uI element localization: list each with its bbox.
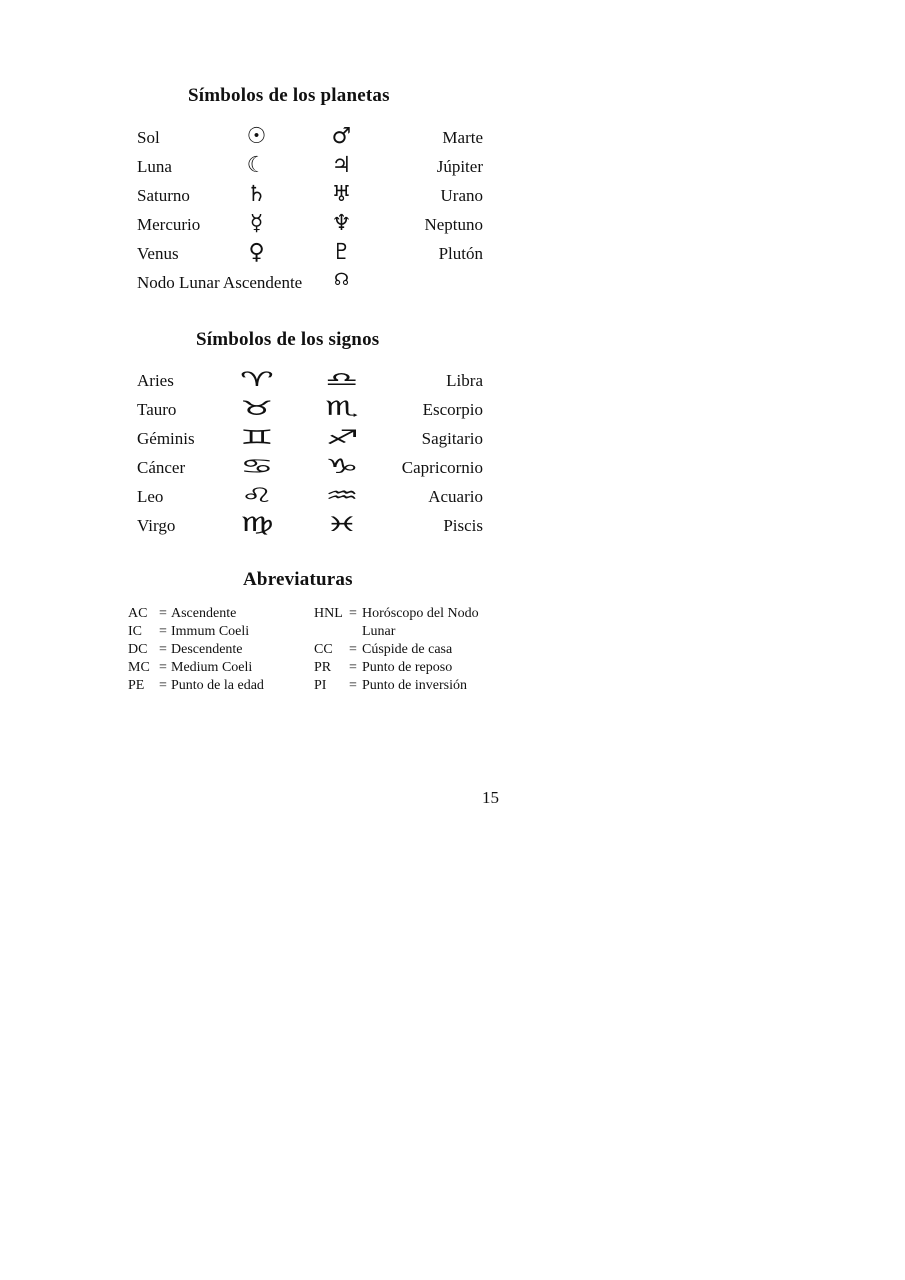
sagittarius-icon: ♐ <box>324 425 359 449</box>
equals-sign: = <box>349 660 357 675</box>
equals-sign: = <box>159 642 167 657</box>
sign-row <box>137 454 483 487</box>
aries-icon: ♈ <box>239 367 274 391</box>
planet-name: Urano <box>440 186 483 205</box>
abbreviation-value: Punto de inversión <box>362 678 467 693</box>
sign-name: Sagitario <box>421 429 483 448</box>
planet-row <box>137 211 483 244</box>
sign-name: Piscis <box>443 516 483 535</box>
planet-name: Sol <box>137 128 160 147</box>
signs-table <box>137 367 483 545</box>
planet-name: Mercurio <box>137 215 201 234</box>
leo-icon: ♌ <box>239 483 274 507</box>
planet-name: Neptuno <box>424 215 483 234</box>
abbreviation-key: CC <box>314 642 333 657</box>
abbreviations-heading: Abreviaturas <box>243 569 353 590</box>
mercury-icon: ☿ <box>249 211 264 236</box>
abbreviation-key: PR <box>314 660 332 675</box>
abbreviation-key: PE <box>128 678 145 693</box>
sign-name: Acuario <box>428 487 483 506</box>
abbreviation-value: Ascendente <box>171 606 237 621</box>
equals-sign: = <box>159 606 167 621</box>
node-label: Nodo Lunar Ascendente <box>137 273 303 292</box>
sign-name: Capricornio <box>401 458 483 477</box>
sign-name: Libra <box>446 371 483 390</box>
sign-name: Cáncer <box>137 458 186 477</box>
planet-name: Venus <box>137 244 179 263</box>
sign-name: Virgo <box>137 516 176 535</box>
equals-sign: = <box>349 642 357 657</box>
pisces-icon: ♓ <box>324 512 359 536</box>
abbreviation-value: Medium Coeli <box>171 660 253 675</box>
saturn-icon: ♄ <box>246 182 267 207</box>
sign-row <box>137 425 483 458</box>
abbreviation-item <box>314 677 514 695</box>
page-number: 15 <box>482 788 499 807</box>
signs-heading: Símbolos de los signos <box>196 329 380 350</box>
abbreviation-item <box>128 677 308 695</box>
abbreviation-key: AC <box>128 606 148 621</box>
abbreviation-value: Punto de la edad <box>171 678 264 693</box>
abbreviation-value: Descendente <box>171 642 243 657</box>
virgo-icon: ♍ <box>239 512 274 536</box>
abbreviation-value: Lunar <box>362 624 396 639</box>
equals-sign: = <box>349 606 357 621</box>
ascending-node-icon: ☊ <box>334 270 350 290</box>
planet-name: Plutón <box>438 244 483 263</box>
abbreviation-item <box>128 641 308 659</box>
sign-row <box>137 367 483 400</box>
abbreviations-right <box>314 605 514 695</box>
abbreviation-key: MC <box>128 660 150 675</box>
mars-icon: ♂ <box>331 124 352 149</box>
cancer-icon: ♋ <box>239 454 274 478</box>
equals-sign: = <box>159 660 167 675</box>
node-row <box>137 270 483 302</box>
abbreviation-value: Punto de reposo <box>362 660 453 675</box>
abbreviations-left <box>128 605 308 695</box>
abbreviation-value: Cúspide de casa <box>362 642 453 657</box>
abbreviation-value: Immum Coeli <box>171 624 250 639</box>
sign-name: Escorpio <box>422 400 483 419</box>
planet-row <box>137 182 483 215</box>
capricorn-icon: ♑ <box>324 454 359 478</box>
sign-name: Tauro <box>137 400 177 419</box>
abbreviation-key: PI <box>314 678 327 693</box>
abbreviation-key: DC <box>128 642 148 657</box>
abbreviation-item <box>128 623 308 641</box>
sign-name: Leo <box>137 487 164 506</box>
abbreviation-item <box>314 641 514 659</box>
jupiter-icon: ♃ <box>331 153 352 178</box>
sign-row <box>137 396 483 429</box>
abbreviation-item <box>314 605 514 623</box>
equals-sign: = <box>349 678 357 693</box>
abbreviation-item-continuation <box>314 623 514 641</box>
sign-row <box>137 483 483 516</box>
gemini-icon: ♊ <box>239 425 274 449</box>
equals-sign: = <box>159 678 167 693</box>
sign-name: Géminis <box>137 429 195 448</box>
planets-table <box>137 124 483 302</box>
planet-name: Saturno <box>137 186 190 205</box>
venus-icon: ♀ <box>248 240 265 265</box>
abbreviation-item <box>128 659 308 677</box>
sun-icon: ☉ <box>246 124 267 149</box>
planets-heading: Símbolos de los planetas <box>188 85 390 106</box>
moon-icon: ☾ <box>246 153 267 178</box>
neptune-icon: ♆ <box>331 211 352 236</box>
uranus-icon: ♅ <box>331 182 352 207</box>
aquarius-icon: ♒ <box>324 483 359 507</box>
pluto-icon: ♇ <box>331 240 352 265</box>
planet-name: Júpiter <box>436 157 483 176</box>
sign-row <box>137 512 483 545</box>
abbreviation-item <box>128 605 308 623</box>
planet-row <box>137 124 483 157</box>
abbreviation-key: HNL <box>314 606 343 621</box>
taurus-icon: ♉ <box>239 396 274 420</box>
libra-icon: ♎ <box>324 367 359 391</box>
abbreviation-item <box>314 659 514 677</box>
equals-sign: = <box>159 624 167 639</box>
planet-name: Luna <box>137 157 172 176</box>
abbreviation-value: Horóscopo del Nodo <box>362 606 479 621</box>
sign-name: Aries <box>137 371 174 390</box>
scorpio-icon: ♏ <box>324 396 359 420</box>
planet-row <box>137 153 483 186</box>
planet-name: Marte <box>442 128 483 147</box>
planet-row <box>137 240 483 273</box>
abbreviation-key: IC <box>128 624 142 639</box>
